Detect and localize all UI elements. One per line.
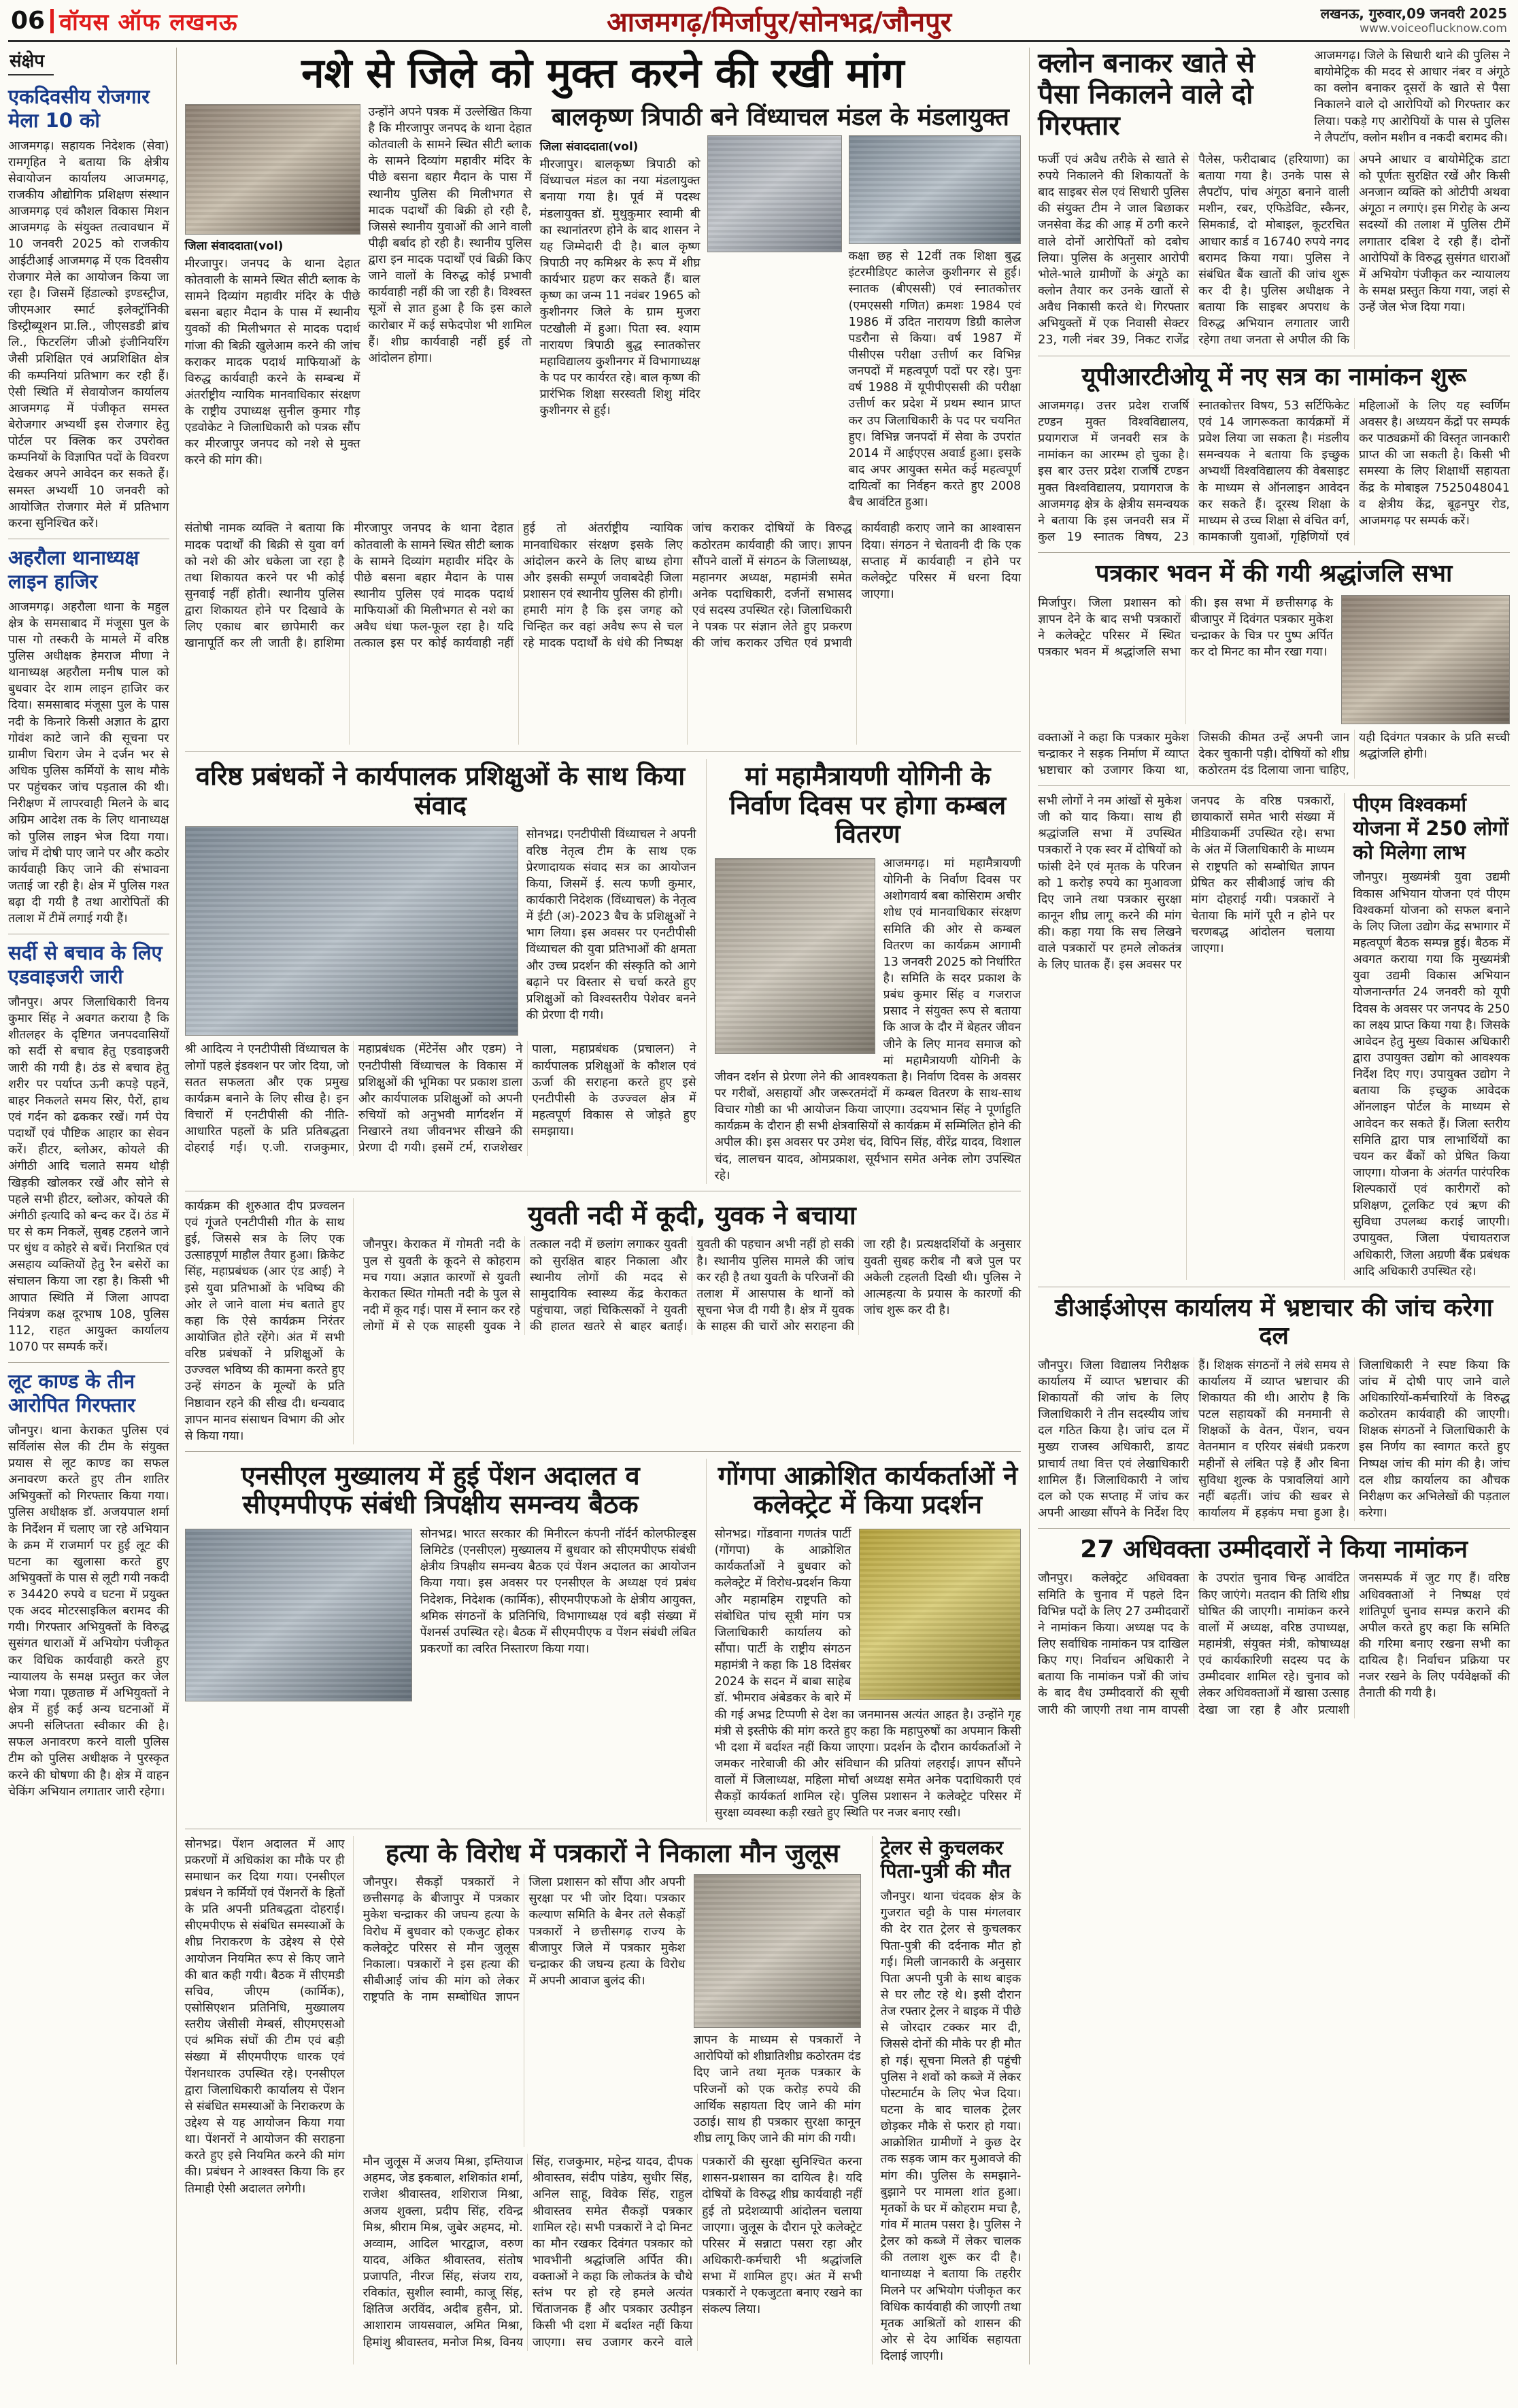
body-text-columns: जौनपुर। केराकत में गोमती नदी के पुल से युवती के कूदने से कोहराम मच गया। अज्ञात कारणों से युवती केराकत स्थित गोमती नदी के पुल से नदी में कूद गई। पास में स्नान कर रहे लोगों में से एक साहसी युवक ने तत्काल नदी में छलांग लगाकर युवती को सुरक्षित बाहर निकाला और स्थानीय लोगों की मदद से सामुदायिक स्वास्थ्य केंद्र केराकत पहुंचाया, जहां चिकित्सकों ने युवती की हालत खतरे से बाहर बताई। युवती की पहचान अभी नहीं हो सकी है। स्थानीय पुलिस मामले की जांच कर रही है तथा युवती के परिजनों की तलाश में आसपास के थानों को सूचना भेज दी गयी है। क्षेत्र में युवक के साहस की चारों ओर सराहना की जा रही है। प्रत्यक्षदर्शियों के अनुसार युवती सुबह करीब नौ बजे पुल पर अकेली टहलती दिखी थी। पुलिस ने आत्महत्या के प्रयास के कारणों की जांच शुरू कर दी है। — [362, 1238, 1022, 1334]
masthead-divider-bar — [50, 9, 54, 33]
right-row-4 — [1038, 793, 1510, 1280]
article-clone-arrest — [1038, 48, 1510, 349]
brief-body: आजमगढ़। अहरौला थाना के महुल क्षेत्र के समसाबाद में मंजूसा पुल के पास गो तस्करी के मामले में वरिष्ठ पुलिस अधीक्षक हेमराज मीणा ने थानाध्यक्ष अहरौला मनीष पाल को बुधवार देर शाम लाइन हाजिर कर दिया। समसाबाद मंजूसा पुल के पास नदी के किनारे किसी अज्ञात के द्वारा गोवंश काटे जाने की सूचना पर ग्रामीण चिराग जेम ने दर्जन भर से अधिक पुलिस कर्मियों के साथ मौके पर पहुंचकर जांच पड़ताल की थी। निरीक्षण में लापरवाही मिलने के बाद अग्रिम आदेश तक के लिए थानाध्यक्ष को पुलिस लाइन भेज दिया गया। जांच में दोषी पाए जाने पर और कठोर कार्यवाही किए जाने की संभावना जताई जा रही है। क्षेत्र में पुलिस गश्त बढ़ा दी गयी है तथा आरोपितों की तलाश में टीमें लगाई गयी हैं। — [8, 600, 169, 926]
article-dios-inquiry — [1038, 1294, 1510, 1521]
brief-headline: एकदिवसीय रोजगार मेला 10 को — [8, 85, 150, 132]
body-text: सोनभद्र। एनटीपीसी विंध्याचल ने अपनी वरिष्ठ नेतृत्व टीम के साथ एक प्रेरणादायक संवाद सत्र का आयोजन किया, जिसमें ई. सत्य फणी कुमार, कार्यकारी निदेशक (विंध्याचल) के नेतृत्व में ईटी (अ)-2023 बैच के प्रशिक्षुओं ने भाग लिया। इस अवसर पर एनटीपीसी विंध्याचल की युवा प्रतिभाओं की क्षमता और उच्च प्रदर्शन की संस्कृति को आगे बढ़ाने पर विस्तार से चर्चा करते हुए प्रशिक्षुओं को विश्वस्तरीय पेशेवर बनने की प्रेरणा दी गयी। — [526, 828, 696, 1022]
photo-kambal-gathering — [715, 858, 875, 1054]
body-text-columns: फर्जी एवं अवैध तरीके से खाते से रुपये निकालने की शिकायतों के बाद साइबर सेल एवं सिधारी पुलिस की संयुक्त टीम ने जाल बिछाकर जनसेवा केंद्र की आड़ में ठगी करने वाले दोनों आरोपितों को दबोच लिया। पुलिस के अनुसार आरोपी भोले-भाले ग्रामीणों के अंगूठे का क्लोन तैयार कर उनके खातों से अवैध निकासी करते थे। गिरफ्तार अभियुक्तों में एक निवासी सेक्टर 23, गली नंबर 39, निकट राजेंद्र पैलेस, फरीदाबाद (हरियाणा) का बताया गया है। उनके पास से लैपटॉप, पांच अंगूठा बनाने वाली मशीन, रबर, एफिडेविट, स्कैनर, सिमकार्ड, दो मोबाइल, कूटरचित आधार कार्ड व 16740 रुपये नगद बरामद किया गया। पुलिस ने संबंधित बैंक खातों की जांच शुरू कर दी है। पुलिस अधीक्षक ने बताया कि साइबर अपराध के विरुद्ध अभियान लगातार जारी रहेगा तथा जनता से अपील की कि अपने आधार व बायोमेट्रिक डाटा को पूर्णतः सुरक्षित रखें और किसी अनजान व्यक्ति को ओटीपी अथवा अंगूठा न लगाएं। इस गिरोह के अन्य सदस्यों की तलाश में पुलिस टीमें लगातार दबिश दे रही हैं। दोनों आरोपियों के विरुद्ध सुसंगत धाराओं में अभियोग पंजीकृत कर न्यायालय के समक्ष प्रस्तुत किया गया, जहां से उन्हें जेल भेज दिया गया। — [1038, 152, 1510, 347]
photo-protest-flags — [859, 1529, 1021, 1700]
body-text: कार्यक्रम की शुरुआत दीप प्रज्वलन एवं गूंजते एनटीपीसी गीत के साथ हुई, जिससे सत्र के लिए एक उत्साहपूर्ण माहौल तैयार हुआ। क्रिकेट सिंह, महाप्रबंधक (आर एंड आई) ने इसे युवा प्रतिभाओं के भविष्य की ओर ले जाने वाला मंच बताते हुए कहा कि ऐसे कार्यक्रम निरंतर आयोजित होते रहेंगे। अंत में सभी वरिष्ठ प्रबंधकों ने प्रशिक्षुओं के उज्ज्वल भविष्य की कामना करते हुए उन्हें संगठन के मूल्यों के प्रति निष्ठावान रहने की सीख दी। धन्यवाद ज्ञापन मानव संसाधन विभाग की ओर से किया गया। — [184, 1199, 345, 1443]
body-text-columns: मिर्जापुर। जिला प्रशासन को ज्ञापन देने के बाद सभी पत्रकारों ने कलेक्ट्रेट परिसर में स्थित पत्रकार भवन में श्रद्धांजलि सभा की। इस सभा में छत्तीसगढ़ के बीजापुर में दिवंगत पत्रकार मुकेश चन्द्राकर के चित्र पर पुष्प अर्पित कर दो मिनट का मौन रखा गया। — [1038, 596, 1333, 659]
shraddhanjali-row — [1038, 595, 1510, 724]
article-headline: डीआईओएस कार्यालय में भ्रष्टाचार की जांच करेगा दल — [1055, 1293, 1493, 1351]
center-row-3 — [185, 1198, 1022, 1444]
brief-rojgar-mela — [8, 85, 169, 532]
masthead-right — [1321, 5, 1507, 35]
byline: जिला संवाददाता(vol) — [184, 239, 284, 253]
center-row-5 — [185, 1836, 1022, 2365]
mengpa-body — [715, 1526, 1022, 1822]
article-headline: ट्रेलर से कुचलकर पिता-पुत्री की मौत — [880, 1835, 1011, 1883]
masthead — [8, 4, 1510, 42]
photo-ncl-meeting — [185, 1529, 412, 1701]
page-number: 06 — [11, 7, 46, 35]
main-headline: नशे से जिले को मुक्त करने की रखी मांग — [301, 50, 905, 97]
brief-cold-advisory — [8, 941, 169, 1355]
article-silent-march — [363, 1836, 862, 2365]
body-text: सोनभद्र। भारत सरकार की मिनीरत्न कंपनी नॉर्दर्न कोलफील्ड्स लिमिटेड (एनसीएल) मुख्यालय में बुधवार को सीएमपीएफ संबंधी क्षेत्रीय त्रिपक्षीय समन्वय बैठक एवं पेंशन अदालत का आयोजन किया गया। इस अवसर पर एनसीएल के अध्यक्ष एवं प्रबंध निदेशक, निदेशक (कार्मिक), सीएमपीएफओ के क्षेत्रीय आयुक्त, श्रमिक संगठनों के प्रतिनिधि, विभागाध्यक्ष एवं बड़ी संख्या में पेंशनर्स उपस्थित रहे। बैठक में सीएमपीएफ व पेंशन संबंधी लंबित प्रकरणों का त्वरित निस्तारण किया गया। — [420, 1527, 696, 1656]
divider — [1038, 785, 1510, 786]
body-text: ज्ञापन के माध्यम से पत्रकारों ने आरोपियों को शीघ्रातिशीघ्र कठोरतम दंड दिए जाने तथा मृतक पत्रकार के परिजनों को एक करोड़ रुपये की आर्थिक सहायता दिए जाने की मांग उठाई। साथ ही पत्रकार सुरक्षा कानून शीघ्र लागू किए जाने की मांग की गयी। — [693, 2033, 861, 2146]
body-text-columns: जौनपुर। जिला विद्यालय निरीक्षक कार्यालय में व्याप्त भ्रष्टाचार की शिकायतों की जांच के लिए जिलाधिकारी ने तीन सदस्यीय जांच दल गठित किया है। जांच दल में मुख्य राजस्व अधिकारी, डायट प्राचार्य तथा वित्त एवं लेखाधिकारी शामिल हैं। जिलाधिकारी ने जांच दल को एक सप्ताह में जांच कर अपनी आख्या सौंपने के निर्देश दिए हैं। शिक्षक संगठनों ने लंबे समय से कार्यालय में व्याप्त भ्रष्टाचार की शिकायत की थी। आरोप है कि पटल सहायकों की मनमानी से शिक्षकों के वेतन, पेंशन, चयन वेतनमान व एरियर संबंधी प्रकरण महीनों से लंबित पड़े हैं और बिना सुविधा शुल्क के पत्रावलियां आगे नहीं बढ़तीं। जांच की खबर से कार्यालय में हड़कंप मचा हुआ है। जिलाधिकारी ने स्पष्ट किया कि जांच में दोषी पाए जाने वाले अधिकारियों-कर्मचारियों के विरुद्ध कठोरतम कार्यवाही की जाएगी। शिक्षक संगठनों ने जिलाधिकारी के इस निर्णय का स्वागत करते हुए निष्पक्ष जांच की मांग की है। जांच दल शीघ्र कार्यालय का औचक निरीक्षण कर अभिलेखों की पड़ताल करेगा। — [1038, 1358, 1510, 1520]
body-text-columns: संतोषी नामक व्यक्ति ने बताया कि मादक पदार्थों की बिक्री से युवा वर्ग को नशे की ओर धकेला जा रहा है तथा शिकायत करने पर भी कोई सुनवाई नहीं होती। स्थानीय पुलिस द्वारा शिकायत होने पर दिखावे के लिए एकाध बार छापेमारी कर खानापूर्ति कर ली जाती है। हाशिमा मीरजापुर जनपद के थाना देहात कोतवाली के सामने स्थित सीटी ब्लाक के सामने दिव्यांग महावीर मंदिर के पीछे बसना बहार मैदान के पास स्थानीय पुलिस एवं मादक पदार्थ माफियाओं की मिलीभगत से नशे का अवैध धंधा फल-फूल रहा है। यदि तत्काल इस पर कोई कार्यवाही नहीं हुई तो अंतर्राष्ट्रीय न्यायिक मानवाधिकार संरक्षण इसके लिए आंदोलन करने के लिए बाध्य होगा और इसकी सम्पूर्ण जवाबदेही जिला प्रशासन एवं स्थानीय पुलिस की होगी। हमारी मांग है कि इस जगह को चिन्हित कर वहां अवैध रूप से चल रहे मादक पदार्थों के धंधे की निष्पक्ष जांच कराकर दोषियों के विरुद्ध कठोरतम कार्यवाही की जाए। ज्ञापन सौंपने वालों में संगठन के जिलाध्यक्ष, महानगर अध्यक्ष, महामंत्री समेत अनेक पदाधिकारी, दर्जनों सभासद एवं सदस्य उपस्थित रहे। जिलाधिकारी ने पत्रक पर संज्ञान लेते हुए प्रकरण की जांच कराकर उचित एवं प्रभावी कार्यवाही कराए जाने का आश्वासन दिया। संगठन ने चेतावनी दी कि एक सप्ताह में कार्यवाही न होने पर कलेक्ट्रेट परिसर में धरना दिया जाएगा। — [184, 522, 1022, 651]
body-text: सोनभद्र। पेंशन अदालत में आए प्रकरणों में अधिकांश का मौके पर ही समाधान कर दिया गया। एनसीएल प्रबंधन ने कर्मियों एवं पेंशनरों के हितों के प्रति अपनी प्रतिबद्धता दोहराई। सीएमपीएफ से संबंधित समस्याओं के शीघ्र निराकरण के उद्देश्य से ऐसे आयोजन नियमित रूप से किए जाने की बात कही गयी। बैठक में सीएमडी सचिव, जीएम (कार्मिक), एसोसिएशन प्रतिनिधि, मुख्यालय स्तरीय जेसीसी मेम्बर्स, सीएमएसओ एवं श्रमिक संघों की टीम एवं बड़ी संख्या में सीएमपीएफ धारक एवं पेंशनधारक उपस्थित रहे। एनसीएल द्वारा जिलाधिकारी कार्यालय से पेंशन से संबंधित समस्याओं के निराकरण के उद्देश्य से यह आयोजन किया गया था। पेंशनरों ने आयोजन की सराहना करते हुए इसे नियमित करने की मांग की। प्रबंधन ने आश्वस्त किया कि हर तिमाही ऐसी अदालत लगेगी। — [184, 1837, 345, 2196]
divider — [185, 751, 1022, 752]
brief-headline: लूट काण्ड के तीन आरोपित गिरफ्तार — [8, 1370, 135, 1417]
article-headline: पीएम विश्वकर्मा योजना में 250 लोगों को मिलेगा लाभ — [1353, 793, 1508, 864]
briefs-column — [8, 48, 177, 2364]
photo-tribute-gathering — [1341, 595, 1510, 724]
brief-body: आजमगढ़। सहायक निदेशक (सेवा) रामगृहित ने बताया कि क्षेत्रीय सेवायोजन कार्यालय आजमगढ़, राजकीय औद्योगिक प्रशिक्षण संस्थान आजमगढ़ एवं कौशल विकास मिशन आजमगढ़ के संयुक्त तत्वावधान में 10 जनवरी 2025 को राजकीय आईटीआई आजमगढ़ में एक दिवसीय रोजगार मेले का आयोजन किया जा रहा है। जिसमें हिंडाल्को इण्डस्ट्रीज, जीएमआर स्मार्ट इलेक्ट्रॉनिकी डिस्ट्रीब्यूशन प्रा.लि., जीएसडडी ब्रांच लि., फिटरलिंग जीओ इंजीनियरिंग जैसी प्रशिक्षित एवं अप्रशिक्षित क्षेत्र की कम्पनियां प्रतिभाग कर रही हैं। ऐसी स्थिति में सेवायोजन कार्यालय आजमगढ़ में पंजीकृत समस्त बेरोजगार अभ्यर्थी इस रोजगार हेतु पोर्टल पर क्लिक कर उपरोक्त कम्पनियों के विज्ञापित पदों के विवरण देखकर अपने आवेदन कर सकते हैं। समस्त अभ्यर्थी 10 जनवरी को आयोजित रोजगार मेले में प्रतिभाग करना सुनिश्चित करें। — [8, 139, 169, 530]
article-kambal-vitran — [706, 759, 1022, 1183]
main-story-top — [185, 104, 1022, 511]
divider — [185, 1451, 1022, 1452]
substory-row — [540, 135, 1022, 511]
body-text: उन्होंने अपने पत्रक में उल्लेखित किया है कि मीरजापुर जनपद के थाना देहात कोतवाली के सामने स्थित सीटी ब्लाक के सामने दिव्यांग महावीर मंदिर के पीछे बसना बहार मैदान के पास में स्थानीय पुलिस की मिलीभगत से मादक पदार्थों की बिक्री हो रही है, जिससे स्थानीय युवाओं की आने वाली पीढ़ी बर्बाद हो रही है। स्थानीय पुलिस द्वारा इन मादक पदार्थों एवं बिक्री किए जाने वालों के विरुद्ध कोई प्रभावी कार्यवाही नहीं की जा रही है। विश्वस्त सूत्रों से ज्ञात हुआ है कि इस काले कारोबार में कई सफेदपोश भी शामिल हैं। शीघ्र कार्यवाही नहीं हुई तो आंदोलन होगा। — [368, 105, 532, 365]
page-content — [8, 48, 1510, 2364]
substory-col1 — [540, 135, 701, 511]
byline: जिला संवाददाता(vol) — [539, 140, 639, 154]
article-nasha-mukti — [185, 48, 1022, 745]
article-uprtou-admission — [1038, 363, 1510, 546]
body-text-columns: आजमगढ़। उत्तर प्रदेश राजर्षि टण्डन मुक्त विश्वविद्यालय, प्रयागराज में जनवरी सत्र के नामांकन का आरम्भ हो चुका है। इस बार उत्तर प्रदेश राजर्षि टण्डन मुक्त विश्वविद्यालय, प्रयागराज के आजमगढ़ क्षेत्र के क्षेत्रीय समन्वयक ने बताया कि इस जनवरी सत्र में कुल 19 स्नातक विषय, 23 स्नातकोत्तर विषय, 53 सर्टिफिकेट एवं 14 जागरूकता कार्यक्रमों में प्रवेश लिया जा सकता है। मंडलीय समन्वयक ने बताया कि इच्छुक अभ्यर्थी विश्वविद्यालय की वेबसाइट के माध्यम से ऑनलाइन आवेदन कर सकते हैं। दूरस्थ शिक्षा के माध्यम से उच्च शिक्षा से वंचित वर्ग, कामकाजी युवाओं, गृहिणियों एवं महिलाओं के लिए यह स्वर्णिम अवसर है। अध्ययन केंद्रों पर सम्पर्क कर पाठ्यक्रमों की विस्तृत जानकारी प्राप्त की जा सकती है। किसी भी समस्या के लिए शिक्षार्थी सहायता केंद्र के मोबाइल 7525048041 व क्षेत्रीय केंद्र, बूढ़नपुर रोड, आजमगढ़ पर सम्पर्क करें। — [1038, 398, 1510, 545]
article-shraddhanjali-sabha — [1038, 560, 1510, 779]
brief-body: जौनपुर। अपर जिलाधिकारी विनय कुमार सिंह ने अवगत कराया है कि शीतलहर के दृष्टिगत जनपदवासियों को सर्दी से बचाव हेतु एडवाइजरी जारी की गयी है। ठंड से बचाव हेतु शरीर पर पर्याप्त ऊनी कपड़े पहनें, बाहर निकलते समय सिर, पैरों, हाथ एवं गर्दन को ढककर रखें। गर्म पेय पदार्थों एवं पौष्टिक आहार का सेवन करें। हीटर, ब्लोअर, कोयले की अंगीठी आदि चलाते समय थोड़ी खिड़की खोलकर रखें और सोने से पहले सभी हीटर, ब्लोअर, कोयले की अंगीठी इत्यादि को बन्द कर दें। ठंड में घर से कम निकलें, सुबह टहलने जाने पर धुंध व कोहरे से बचें। निराश्रित एवं असहाय व्यक्तियों हेतु रैन बसेरों का संचालन किया जा रहा है। किसी भी आपात स्थिति में जिला आपदा नियंत्रण कक्ष दूरभाष 108, पुलिस 112, राहत आयुक्त कार्यालय 1070 पर सम्पर्क करें। — [8, 995, 169, 1354]
brief-headline: सर्दी से बचाव के लिए एडवाइजरी जारी — [8, 941, 163, 989]
body-text: मीरजापुर। जनपद के थाना देहात कोतवाली के सामने स्थित सीटी ब्लाक के सामने दिव्यांग महावीर मंदिर के पीछे बसना बहार मैदान के पास में स्थानीय युवकों की मिलीभगत से मादक पदार्थ गांजा की बिक्री खुलेआम करने की जांच कराकर मादक पदार्थ माफियाओं के विरुद्ध कार्यवाही करने के सम्बन्ध में अंतर्राष्ट्रीय न्यायिक मानवाधिकार संरक्षण के राष्ट्रीय उपाध्यक्ष सुनील कुमार गौड़ एडवोकेट ने जिलाधिकारी को पत्रक सौंप कर मीरजापुर जनपद को नशे से मुक्त करने की मांग की। — [184, 256, 360, 468]
main-story-col2 — [369, 104, 532, 511]
article-headline: हत्या के विरोध में पत्रकारों ने निकाला मौन जुलूस — [385, 1837, 840, 1868]
masthead-left — [11, 5, 238, 37]
body-text-columns: वक्ताओं ने कहा कि पत्रकार मुकेश चन्द्राकर ने सड़क निर्माण में व्याप्त भ्रष्टाचार को उजागर किया था, जिसकी कीमत उन्हें अपनी जान देकर चुकानी पड़ी। दोषियों को शीघ्र कठोरतम दंड दिलाया जाना चाहिए, यही दिवंगत पत्रकार के प्रति सच्ची श्रद्धांजलि होगी। — [1038, 730, 1510, 777]
article-advocates-nomination — [1038, 1536, 1510, 1718]
samvad-photo-row — [185, 826, 696, 1036]
photo-silent-march-banner — [694, 1874, 861, 2028]
body-text: जौनपुर। मुख्यमंत्री युवा उद्यमी विकास अभियान योजना एवं पीएम विश्वकर्मा योजना को सफल बनाने के लिए जिला उद्योग केंद्र सभागार में महत्वपूर्ण बैठक सम्पन्न हुई। बैठक में अवगत कराया गया कि मुख्यमंत्री युवा उद्यमी विकास अभियान योजनान्तर्गत 24 जनवरी को यूपी दिवस के अवसर पर जनपद के 250 का लक्ष्य प्राप्त किया गया है। जिसके आवेदन हेतु मुख्य विकास अधिकारी द्वारा उपायुक्त उद्योग को आवश्यक निर्देश दिए गए। उपायुक्त उद्योग ने बताया कि इच्छुक आवेदक ऑनलाइन पोर्टल के माध्यम से आवेदन कर सकते हैं। जिला स्तरीय समिति द्वारा पात्र लाभार्थियों का चयन कर बैंकों को प्रेषित किया जाएगा। योजना के अंतर्गत पारंपरिक शिल्पकारों एवं कारीगरों को प्रशिक्षण, टूलकिट एवं ऋण की सुविधा उपलब्ध कराई जाएगी। उपायुक्त, जिला पंचायतराज अधिकारी, जिला अग्रणी बैंक प्रबंधक आदि अधिकारी उपस्थित रहे। — [1353, 870, 1510, 1278]
website-url: www.voiceoflucknow.com — [1360, 22, 1507, 36]
main-story-col1 — [185, 104, 360, 511]
article-headline: मां महामैत्रायणी योगिनी के निर्वाण दिवस पर होगा कम्बल वितरण — [729, 761, 1007, 849]
briefs-section-title: संक्षेप — [8, 48, 54, 75]
shraddhanjali-continuation: सभी लोगों ने नम आंखों से मुकेश जी को याद किया। साथ ही श्रद्धांजलि सभा में उपस्थित पत्रकारों ने एक स्वर में दोषियों को फांसी देने एवं मृतक के परिजन को 1 करोड़ रुपये का मुआवजा दिए जाने तथा पत्रकार सुरक्षा कानून शीघ्र लागू करने की मांग की। कहा गया कि सच लिखने वाले पत्रकारों पर हमले लोकतंत्र के लिए घातक हैं। इस अवसर पर जनपद के वरिष्ठ पत्रकारों, छायाकारों समेत भारी संख्या में मीडियाकर्मी उपस्थित रहे। सभा के अंत में जिलाधिकारी के माध्यम से राष्ट्रपति को सम्बोधित ज्ञापन प्रेषित कर सीबीआई जांच की मांग दोहराई गयी। पत्रकारों ने चेताया कि मांगें पूरी न होने पर चरणबद्ध आंदोलन चलाया जाएगा। — [1038, 794, 1335, 972]
article-headline: वरिष्ठ प्रबंधकों ने कार्यपालक प्रशिक्षुओं के साथ किया संवाद — [196, 761, 686, 820]
right-column — [1029, 48, 1510, 2364]
article-headline: क्लोन बनाकर खाते से पैसा निकालने वाले दो गिरफ्तार — [1038, 48, 1255, 141]
photo-computer-classroom — [849, 135, 1022, 244]
body-text: आजमगढ़। मां महामैत्रायणी योगिनी के निर्वाण दिवस पर अशोगवार्य बबा कोसिराम अचीर शोध एवं मानवाधिकार संरक्षण समिति की ओर से कम्बल वितरण का कार्यक्रम आगामी 13 जनवरी 2025 को निर्धारित है। समिति के सदर प्रकाश के प्रबंध कुमार सिंह व गजराज प्रसाद ने संयुक्त रूप से बताया कि आज के दौर में बेहतर जीवन जीने के लिए मानव समाज को मां महामैत्रायणी योगिनी के जीवन दर्शन से प्रेरणा लेने की आवश्यकता है। निर्वाण दिवस के अवसर पर गरीबों, असहायों और जरूरतमंदों में कम्बल वितरण के साथ-साथ विचार गोष्ठी का भी आयोजन किया जाएगा। उदयभान सिंह ने पूर्णाहुति कार्यक्रम के दौरान ही सभी क्षेत्रवासियों से कार्यक्रम में सम्मिलित होने की अपील की। इस अवसर पर उमेश चंद, विपिन सिंह, वीरेंद्र यादव, विशाल चंद, लालचन यादव, ओमप्रकाश, सूर्यभान समेत अनेक लोग उपस्थित रहे। — [714, 857, 1022, 1183]
body-text-columns: मौन जुलूस में अजय मिश्रा, इम्तियाज अहमद, जेड इकबाल, शशिकांत शर्मा, राजेश श्रीवास्तव, शशिराज मिश्रा, अजय शुक्ला, प्रदीप सिंह, रविन्द्र मिश्र, श्रीराम मिश्र, जुबेर अहमद, मो. अव्वाम, आदिल भारद्वाज, वरुण यादव, अंकित श्रीवास्तव, संतोष प्रजापति, नीरज सिंह, संजय राय, रविकांत, सुशील स्वामी, काजू सिंह, क्षितिज अरविंद, अदीब हुसैन, प्रो. आशाराम जायसवाल, अमित मिश्रा, हिमांशु श्रीवास्तव, मनोज मिश्र, विनय सिंह, राजकुमार, महेन्द्र यादव, दीपक श्रीवास्तव, संदीप पांडेय, सुधीर सिंह, अनिल साहू, विवेक सिंह, राहुल श्रीवास्तव समेत सैकड़ों पत्रकार शामिल रहे। सभी पत्रकारों ने दो मिनट का मौन रखकर दिवंगत पत्रकार को भावभीनी श्रद्धांजलि अर्पित की। वक्ताओं ने कहा कि लोकतंत्र के चौथे स्तंभ पर हो रहे हमले अत्यंत चिंताजनक हैं और पत्रकार उत्पीड़न किसी भी दशा में बर्दाश्त नहीं किया जाएगा। सच उजागर करने वाले पत्रकारों की सुरक्षा सुनिश्चित करना शासन-प्रशासन का दायित्व है। यदि दोषियों के विरुद्ध शीघ्र कार्यवाही नहीं हुई तो प्रदेशव्यापी आंदोलन चलाया जाएगा। जुलूस के दौरान पूरे कलेक्ट्रेट परिसर में सन्नाटा पसरा रहा और अधिकारी-कर्मचारी भी श्रद्धांजलि सभा में शामिल हुए। अंत में सभी पत्रकारों ने एकजुटता बनाए रखने का संकल्प लिया। — [362, 2155, 862, 2350]
article-ntpc-samvad — [185, 759, 696, 1183]
article-headline: 27 अधिवक्ता उम्मीदवारों ने किया नामांकन — [1080, 1536, 1468, 1564]
body-text: मीरजापुर। बालकृष्ण त्रिपाठी को विंध्याचल मंडल का नया मंडलायुक्त बनाया गया है। पूर्व में पदस्थ मंडलायुक्त डॉ. मुथुकुमार स्वामी बी का स्थानांतरण होने के बाद शासन ने यह जिम्मेदारी दी है। बाल कृष्ण त्रिपाठी नए कमिश्नर के रूप में शीघ्र कार्यभार ग्रहण कर सकते हैं। बाल कृष्ण का जन्म 11 नवंबर 1965 को कुशीनगर जिले के ग्राम मुजरा पटखौली में हुआ। पिता स्व. श्याम नारायण त्रिपाठी बुद्ध स्नातकोत्तर महाविद्यालय कुशीनगर में विभागाध्यक्ष के पद पर कार्यरत रहे। बाल कृष्ण की प्रारंभिक शिक्षा सरस्वती शिशु मंदिर कुशीनगर से हुई। — [539, 158, 701, 418]
divider — [1038, 552, 1510, 553]
body-text-columns: जौनपुर। कलेक्ट्रेट अधिवक्ता समिति के चुनाव में पहले दिन विभिन्न पदों के लिए 27 उम्मीदवारों ने नामांकन किया। अध्यक्ष पद के लिए सर्वाधिक नामांकन पत्र दाखिल किए गए। निर्वाचन अधिकारी ने बताया कि नामांकन पत्रों की जांच के बाद वैध उम्मीदवारों की सूची जारी की जाएगी तथा नाम वापसी के उपरांत चुनाव चिन्ह आवंटित किए जाएंगे। मतदान की तिथि शीघ्र घोषित की जाएगी। नामांकन करने वालों में अध्यक्ष, वरिष्ठ उपाध्यक्ष, महामंत्री, संयुक्त मंत्री, कोषाध्यक्ष एवं कार्यकारिणी सदस्य पद के उम्मीदवार शामिल रहे। चुनाव को लेकर अधिवक्ताओं में खासा उत्साह देखा जा रहा है और प्रत्याशी जनसम्पर्क में जुट गए हैं। वरिष्ठ अधिवक्ताओं ने निष्पक्ष एवं शांतिपूर्ण चुनाव सम्पन्न कराने की अपील करते हुए कहा कि समिति की गरिमा बनाए रखना सभी का दायित्व है। निर्वाचन प्रक्रिया पर नजर रखने के लिए पर्यवेक्षकों की तैनाती की गयी है। — [1038, 1572, 1510, 1717]
brief-headline: अहरौला थानाध्यक्ष लाइन हाजिर — [8, 545, 139, 593]
center-row-2 — [185, 759, 1022, 1183]
body-text: जौनपुर। थाना चंदवक क्षेत्र के गुजरात चट्टी के पास मंगलवार की देर रात ट्रेलर से कुचलकर पिता-पुत्री की दर्दनाक मौत हो गई। मिली जानकारी के अनुसार पिता अपनी पुत्री के साथ बाइक से घर लौट रहे थे। इसी दौरान तेज रफ्तार ट्रेलर ने बाइक में पीछे से जोरदार टक्कर मार दी, जिससे दोनों की मौके पर ही मौत हो गई। सूचना मिलते ही पहुंची पुलिस ने शवों को कब्जे में लेकर पोस्टमार्टम के लिए भेज दिया। घटना के बाद चालक ट्रेलर छोड़कर मौके से फरार हो गया। आक्रोशित ग्रामीणों ने कुछ देर तक सड़क जाम कर मुआवजे की मांग की। पुलिस के समझाने-बुझाने पर मामला शांत हुआ। मृतकों के घर में कोहराम मचा है, गांव में मातम पसरा है। पुलिस ने ट्रेलर को कब्जे में लेकर चालक की तलाश शुरू कर दी है। थानाध्यक्ष ने बताया कि तहरीर मिलने पर अभियोग पंजीकृत कर विधिक कार्यवाही की जाएगी तथा मृतक आश्रितों को शासन की ओर से देय आर्थिक सहायता दिलाई जाएगी। — [880, 1890, 1022, 2364]
article-headline: पत्रकार भवन में की गयी श्रद्धांजलि सभा — [1095, 560, 1453, 588]
samvad-continuation-column — [185, 1198, 354, 1444]
brief-loot-arrest — [8, 1370, 169, 1800]
article-headline: गोंगपा आक्रोशित कार्यकर्ताओं ने कलेक्ट्रेट में किया प्रदर्शन — [718, 1460, 1018, 1520]
ncl-continuation-column — [185, 1836, 354, 2365]
center-column — [177, 48, 1030, 2364]
substory-balkrishna — [540, 104, 1022, 511]
divider — [1038, 1528, 1510, 1529]
article-headline: एनसीएल मुख्यालय में हुई पेंशन अदालत व सीएमपीएफ संबंधी त्रिपक्षीय समन्वय बैठक — [241, 1460, 640, 1520]
divider — [8, 1362, 169, 1363]
date-line: लखनऊ, गुरुवार,09 जनवरी 2025 — [1320, 5, 1507, 22]
body-text-columns: जौनपुर। सैकड़ों पत्रकारों ने छत्तीसगढ़ के बीजापुर में पत्रकार मुकेश चन्द्राकर की जघन्य हत्या के विरोध में बुधवार को एकजुट होकर कलेक्ट्रेट परिसर से मौन जुलूस निकाला। पत्रकारों ने इस हत्या की सीबीआई जांच की मांग को लेकर राष्ट्रपति के नाम सम्बोधित ज्ञापन जिला प्रशासन को सौंपा और अपनी सुरक्षा पर भी जोर दिया। पत्रकार कल्याण समिति के बैनर तले सैकड़ों पत्रकारों ने छत्तीसगढ़ राज्य के बीजापुर जिले में पत्रकार मुकेश चन्द्राकर की जघन्य हत्या के विरोध में अपनी आवाज बुलंद की। — [362, 1876, 686, 2005]
body-text-columns: श्री आदित्य ने एनटीपीसी विंध्याचल के लोगों पहले इंडक्शन पर जोर दिया, जो सतत सफलता और एक प्रमुख कार्यक्रम बनाने के लिए सीख है। इन विचारों में एनटीपीसी की नीति-आधारित पहलों के प्रति प्रतिबद्धता दोहराई गई। ए.जी. राजकुमार, महाप्रबंधक (मेंटेनेंस और एडम) ने एनटीपीसी विंध्याचल के विकास में प्रशिक्षुओं की भूमिका पर प्रकाश डाला और कार्यपालक प्रशिक्षुओं को अपनी रुचियों को अनुभवी मार्गदर्शन में निखारने तथा जीवनभर सीखने की प्रेरणा दी गयी। इसमें टर्म, राजशेखर पाला, महाप्रबंधक (प्रचालन) ने कार्यपालक प्रशिक्षुओं के कौशल एवं ऊर्जा की सराहना करते हुए इसे एनटीपीसी के उज्ज्वल क्षेत्र में महत्वपूर्ण विकास से जोड़ते हुए समझाया। — [184, 1042, 696, 1155]
article-ncl-pension — [185, 1459, 696, 1822]
substory-headline: बालकृष्ण त्रिपाठी बने विंध्याचल मंडल के मंडलायुक्त — [551, 103, 1009, 131]
ncl-body — [185, 1526, 696, 1657]
substory-col2 — [849, 135, 1022, 511]
article-gongpa-protest — [706, 1459, 1022, 1822]
paper-name: वॉयस ऑफ लखनऊ — [59, 8, 238, 36]
brief-thanadhyaksh — [8, 546, 169, 927]
kambal-body — [715, 855, 1022, 1184]
photo-balkrishna-tripathi-portrait — [707, 135, 842, 252]
body-text: सोनभद्र। गोंडवाना गणतंत्र पार्टी (गोंगपा) के आक्रोशित कार्यकर्ताओं ने बुधवार को कलेक्ट्रेट में विरोध-प्रदर्शन किया और महामहिम राष्ट्रपति को संबोधित पांच सूत्री मांग पत्र जिलाधिकारी कार्यालय को सौंपा। पार्टी के राष्ट्रीय संगठन महामंत्री ने कहा कि 18 दिसंबर 2024 के सदन में बाबा साहेब डॉ. भीमराव अंबेडकर के बारे में की गई अभद्र टिप्पणी से देश का जनमानस अत्यंत आहत है। उन्होंने गृह मंत्री से इस्तीफे की मांग करते हुए कहा कि महापुरुषों का अपमान किसी भी दशा में बर्दाश्त नहीं किया जाएगा। प्रदर्शन के दौरान कार्यकर्ताओं ने जमकर नारेबाजी की और संविधान की प्रतियां लहराईं। ज्ञापन सौंपने वालों में जिलाध्यक्ष, महिला मोर्चा अध्यक्ष समेत अनेक पदाधिकारी एवं सैकड़ों कार्यकर्ता शामिल रहे। पुलिस प्रशासन ने कलेक्ट्रेट परिसर में सुरक्षा व्यवस्था कड़ी रखते हुए स्थिति पर नजर बनाए रखी। — [714, 1527, 1022, 1820]
article-headline: युवती नदी में कूदी, युवक ने बचाया — [528, 1200, 856, 1230]
edition-line: आजमगढ़/मिर्जापुर/सोनभद्र/जौनपुर — [607, 7, 952, 38]
photo-press-conference — [185, 104, 360, 235]
hatya-row — [363, 1874, 862, 2147]
article-trailer-accident — [872, 1836, 1022, 2365]
hatya-photo-column — [694, 1874, 861, 2147]
center-row-4 — [185, 1459, 1022, 1822]
article-yuvati-rescue — [363, 1198, 1022, 1444]
article-headline: यूपीआरटीओयू में नए सत्र का नामांकन शुरू — [1081, 362, 1466, 391]
photo-ntpc-group — [185, 826, 518, 1036]
body-text: कक्षा छह से 12वीं तक शिक्षा बुद्ध इंटरमीडिएट कालेज कुशीनगर से हुई। स्नातक (बीएससी) एवं स्नातकोत्तर (एमएससी गणित) क्रमशः 1984 एवं 1986 में उदित नारायण डिग्री कालेज पडरौना से किया। वर्ष 1987 में पीसीएस परीक्षा उत्तीर्ण कर विभिन्न जनपदों में महत्वपूर्ण पदों पर रहे। पुनः वर्ष 1988 में यूपीपीएससी की परीक्षा उत्तीर्ण कर प्रदेश में प्रथम स्थान प्राप्त कर उप जिलाधिकारी के पद पर चयनित हुए। विभिन्न जनपदों में सेवा के उपरांत 2014 में आईएएस अवार्ड हुआ। इसके बाद अपर आयुक्त समेत कई महत्वपूर्ण दायित्वों का निर्वहन करते हुए 2008 बैच आवंटित हुआ। — [848, 250, 1022, 510]
clone-top-row — [1038, 48, 1510, 146]
article-pm-vishwakarma — [1344, 793, 1510, 1280]
body-text: आजमगढ़। जिले के सिधारी थाने की पुलिस ने बायोमेट्रिक की मदद से आधार नंबर व अंगूठे का क्लोन बनाकर दूसरों के खाते से पैसा निकालने वाले दो आरोपियों को गिरफ्तार कर लिया। पकड़े गए आरोपियों के पास से पुलिस ने लैपटॉप, क्लोन मशीन व नकदी बरामद की। — [1314, 49, 1510, 145]
brief-body: जौनपुर। थाना केराकत पुलिस एवं सर्विलांस सेल की टीम के संयुक्त प्रयास से लूट काण्ड का सफल अनावरण करते हुए तीन शातिर अभियुक्तों को गिरफ्तार किया गया। पुलिस अधीक्षक डॉ. अजयपाल शर्मा के निर्देशन में चलाए जा रहे अभियान के क्रम में राजमार्ग पर हुई लूट की घटना का खुलासा करते हुए अभियुक्तों के पास से लूटी गयी नकदी रु 34420 रुपये व घटना में प्रयुक्त एक अदद मोटरसाइकिल बरामद की गयी। गिरफ्तार अभियुक्तों के विरुद्ध सुसंगत धाराओं में अभियोग पंजीकृत कर विधिक कार्यवाही करते हुए न्यायालय के समक्ष प्रस्तुत कर जेल भेजा गया। पूछताछ में अभियुक्तों ने क्षेत्र में हुई कई अन्य घटनाओं में अपनी संलिप्तता स्वीकार की है। सफल अनावरण करने वाली पुलिस टीम को पुलिस अधीक्षक ने पुरस्कृत करने की घोषणा की है। क्षेत्र में वाहन चेकिंग अभियान लगातार जारी रहेगा। — [8, 1423, 169, 1799]
